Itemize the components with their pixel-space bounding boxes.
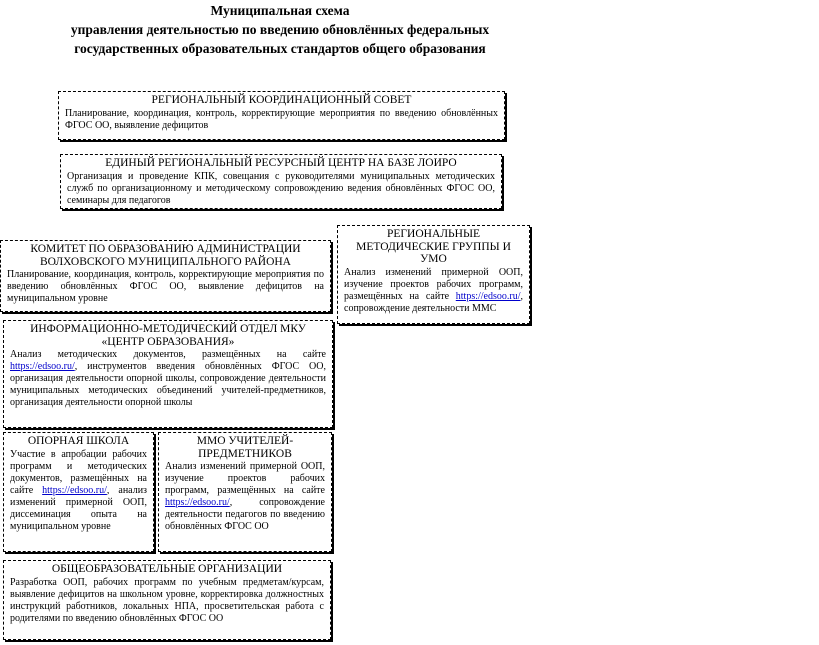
edsoo-link[interactable]: https://edsoo.ru/ [165,497,230,508]
regional-groups-box [337,225,530,324]
box-heading: КОМИТЕТ ПО ОБРАЗОВАНИЮ АДМИНИСТРАЦИИ ВОЛХОВСКОГО МУНИЦИПАЛЬНОГО РАЙОНА [30,243,301,268]
box-heading: ММО УЧИТЕЛЕЙ-ПРЕДМЕТНИКОВ [196,435,294,460]
text-part: , сопровождение деятельности ММС [344,290,523,314]
title-line-1: Муниципальная схема [210,3,350,18]
text-part: , инструментов введения обновлённых ФГОС ОО, организация деятельности опорной школы, сопровождение деятельности муниципальных методических объединений учителей-предметников, организация деятельности опорной школы [10,361,326,408]
edsoo-link[interactable]: https://edsoo.ru/ [10,361,75,372]
resource-center-box [60,154,502,209]
education-committee-box [0,240,331,312]
box-text: Планирование, координация, контроль, корректирующие мероприятия по введению обновлённых ФГОС ОО, выявление дефицитов на муниципальном уровне [7,269,324,304]
title-line-3: государственных образовательных стандартов общего образования [74,41,486,56]
box-text [344,267,523,315]
box-text: Разработка ООП, рабочих программ по учебным предметам/курсам, выявление дефицитов на школьном уровне, корректировка должностных инструкций работников, локальных НПА, просветительская работа с родителями по введению обновлённых ФГОС ОО [10,576,324,624]
box-heading: ОПОРНАЯ ШКОЛА [27,435,130,447]
text-part: , сопровождение деятельности педагогов по введению обновлённых ФГОС ОО [165,497,325,532]
text-part: Анализ методических документов, размещённых на сайте [10,349,326,360]
title-line-2: управления деятельностью по введению обновлённых федеральных [70,22,490,37]
edsoo-link[interactable]: https://edsoo.ru/ [42,484,107,496]
support-school-box [3,432,154,552]
box-text [165,461,325,533]
educational-organizations-box [3,560,331,640]
methodical-department-box [3,320,333,428]
box-heading: РЕГИОНАЛЬНЫЙ КООРДИНАЦИОННЫЙ СОВЕТ [151,94,412,106]
regional-council-box [58,91,505,140]
teachers-mmo-box [158,432,332,552]
text-part: Анализ изменений примерной ООП, изучение проектов рабочих программ, размещённых на сайте [165,461,325,496]
text-part: , анализ изменений примерной ООП, диссеминация опыта на муниципальном уровне [10,484,147,532]
box-heading: ИНФОРМАЦИОННО-МЕТОДИЧЕСКИЙ ОТДЕЛ МКУ «ЦЕНТР ОБРАЗОВАНИЯ» [30,323,306,348]
text-part: Участие в апробации рабочих программ и методических документов, размещённых на сайте [10,448,147,496]
diagram-title [20,1,540,58]
box-heading: ЕДИНЫЙ РЕГИОНАЛЬНЫЙ РЕСУРСНЫЙ ЦЕНТР НА БАЗЕ ЛОИРО [105,157,457,169]
box-text [10,349,326,409]
box-text: Планирование, координация, контроль, корректирующие мероприятия по введению обновлённых ФГОС ОО, выявление дефицитов [65,107,498,131]
box-text [10,449,147,533]
text-part: Анализ изменений примерной ООП, изучение проектов рабочих программ, размещённых на сайте [344,266,523,302]
box-heading: ОБЩЕОБРАЗОВАТЕЛЬНЫЕ ОРГАНИЗАЦИИ [51,563,283,575]
edsoo-link[interactable]: https://edsoo.ru/ [455,290,521,302]
box-heading: РЕГИОНАЛЬНЫЕ МЕТОДИЧЕСКИЕ ГРУППЫ И УМО [356,228,511,265]
box-text: Организация и проведение КПК, совещания с руководителями муниципальных методических служб по организационному и методическому сопровождению ведения обновлённых ФГОС ОО, семинары для педагогов [67,170,495,206]
